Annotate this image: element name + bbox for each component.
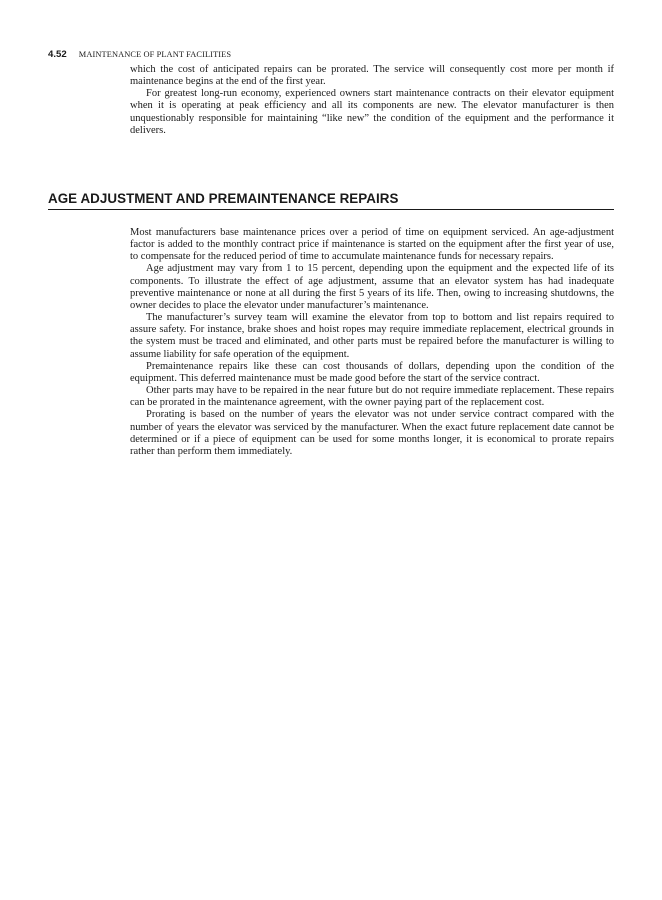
body-paragraph: Age adjustment may vary from 1 to 15 percent, depending upon the equipment and the expected life of its components. To illustrate the effect of age adjustment, assume that an elevator system has had inadequate preventive maintenance or none at all during the first 5 years of its life. Then, owing to increasing shutdowns, the owner decides to place the elevator under manufacturer’s maintenance. — [130, 263, 614, 311]
intro-paragraph: For greatest long-run economy, experienced owners start maintenance contracts on their elevator equipment when it is operating at peak efficiency and all its components are new. The elevator manufacturer is then unquestionably responsible for maintaining “like new” the condition of the equipment and the performance it delivers. — [130, 88, 614, 136]
section-body — [130, 227, 614, 458]
body-paragraph: The manufacturer’s survey team will examine the elevator from top to bottom and list repairs required to assure safety. For instance, brake shoes and hoist ropes may require immediate replacement, electrical grounds in the system must be traced and eliminated, and other parts must be repaired before the manufacturer is willing to assume liability for safe operation of the equipment. — [130, 312, 614, 360]
section-heading: AGE ADJUSTMENT AND PREMAINTENANCE REPAIRS — [48, 191, 614, 210]
page-number: 4.52 — [48, 49, 67, 60]
intro-paragraph-continuation: which the cost of anticipated repairs can be prorated. The service will consequently cost more per month if maintenance begins at the end of the first year. — [130, 64, 614, 88]
body-paragraph: Premaintenance repairs like these can cost thousands of dollars, depending upon the condition of the equipment. This deferred maintenance must be made good before the start of the service contract. — [130, 360, 614, 384]
body-paragraph: Other parts may have to be repaired in the near future but do not require immediate replacement. These repairs can be prorated in the maintenance agreement, with the owner paying part of the replacement cost. — [130, 385, 614, 409]
running-title: MAINTENANCE OF PLANT FACILITIES — [78, 50, 232, 59]
body-paragraph: Most manufacturers base maintenance prices over a period of time on equipment serviced. An age-adjustment factor is added to the monthly contract price if maintenance is started on the equipment after the first year of use, to compensate for the reduced period of time to accumulate maintenance funds for necessary repairs. — [130, 227, 614, 263]
intro-text-block — [130, 64, 614, 137]
running-header — [48, 50, 231, 60]
body-paragraph: Prorating is based on the number of years the elevator was not under service contract compared with the number of years the elevator was serviced by the manufacturer. When the exact future replacement date cannot be determined or if a piece of equipment can be used for some months longer, it is economical to prorate repairs rather than perform them immediately. — [130, 409, 614, 457]
